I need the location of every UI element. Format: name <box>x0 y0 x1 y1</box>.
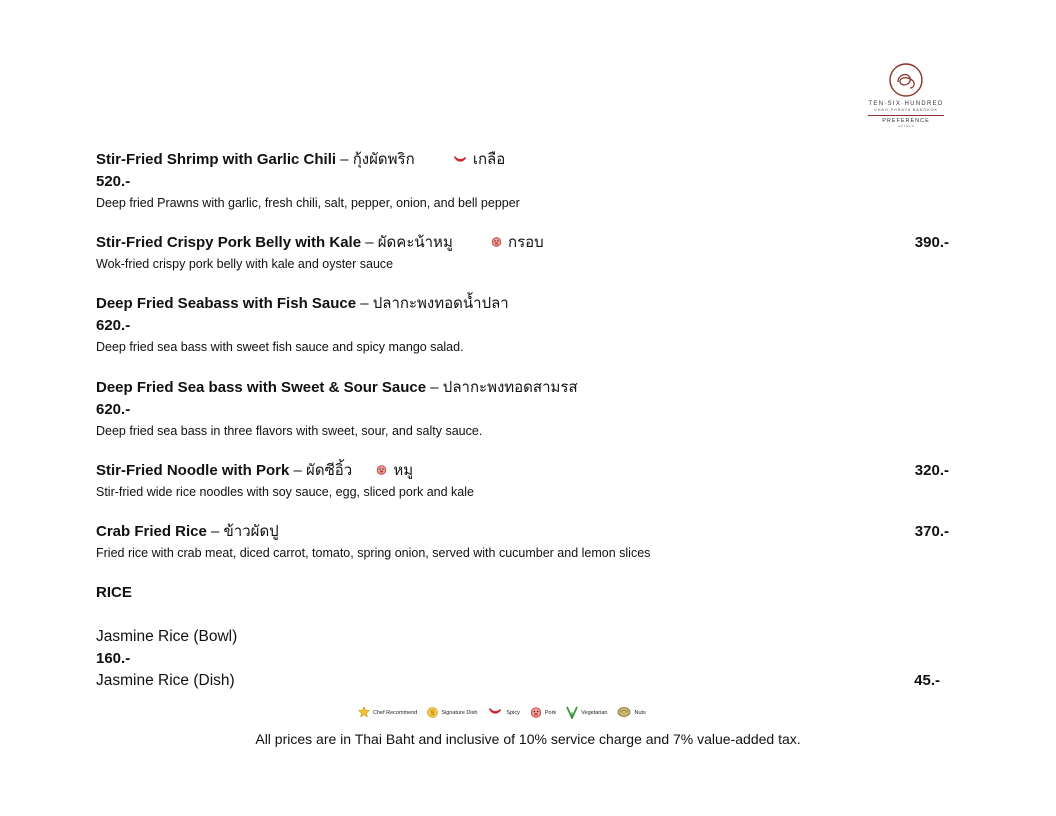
dish-price: 620.- <box>96 401 131 418</box>
dish-description: Fried rice with crab meat, diced carrot, tomato, spring onion, served with cucumber and lemon slices <box>96 546 651 560</box>
rice-item: Jasmine Rice (Dish) <box>96 672 235 689</box>
dish-price: 520.- <box>96 173 131 190</box>
dish-name: Deep Fried Seabass with Fish Sauce <box>96 295 357 312</box>
dish-price: 320.- <box>914 462 949 479</box>
dish-name: Crab Fried Rice <box>96 523 207 540</box>
dish-thai-name: – กุ้งผัดพริก <box>336 151 415 168</box>
rice-price: 160.- <box>96 650 131 667</box>
legend-item <box>530 706 556 720</box>
star-icon <box>358 706 370 720</box>
legend-label: Nuts <box>634 710 646 716</box>
dish-tag: หมู <box>393 462 414 479</box>
signature-icon <box>427 707 438 720</box>
legend-item <box>487 708 519 718</box>
legend-label: Chef Recommend <box>373 710 418 716</box>
legend-item <box>617 706 645 720</box>
logo-preference-sub: HOTELS <box>897 124 915 128</box>
dish-price: 620.- <box>96 317 131 334</box>
logo-brand: TEN·SIX·HUNDRED <box>868 101 944 107</box>
rice-item: Jasmine Rice (Bowl) <box>96 628 238 645</box>
rice-price: 45.- <box>914 672 940 689</box>
dish-price: 370.- <box>914 523 949 540</box>
price-disclaimer: All prices are in Thai Baht and inclusive of 10% service charge and 7% value-added tax. <box>255 731 801 747</box>
logo-divider <box>868 115 944 116</box>
dish-description: Deep fried sea bass with sweet fish sauce and spicy mango salad. <box>96 340 464 354</box>
dish-description: Deep fried Prawns with garlic, fresh chili, salt, pepper, onion, and bell pepper <box>96 196 520 210</box>
hotel-logo <box>864 62 948 128</box>
dish-name: Stir-Fried Shrimp with Garlic Chili <box>96 151 337 168</box>
dish-thai-name: – ปลากะพงทอดน้ำปลา <box>356 295 509 312</box>
nut-icon <box>617 706 631 720</box>
dish-tag: กรอบ <box>508 234 544 251</box>
pig-icon <box>376 462 387 480</box>
leaf-icon <box>566 706 578 721</box>
menu-item-title <box>96 295 509 313</box>
dish-description: Deep fried sea bass in three flavors with sweet, sour, and salty sauce. <box>96 424 483 438</box>
legend-label: Spicy <box>506 710 520 716</box>
icon-legend <box>358 704 698 722</box>
dish-thai-name: – ผัดคะน้าหมู <box>361 234 453 251</box>
menu-item-title <box>96 379 578 397</box>
menu-item-title <box>96 523 279 541</box>
menu-item-title <box>96 462 413 480</box>
logo-preference: PREFERENCE <box>882 118 930 124</box>
menu-item-title <box>96 151 505 169</box>
dish-price: 390.- <box>914 234 949 251</box>
legend-item <box>358 706 417 720</box>
dish-thai-name: – ปลากะพงทอดสามรส <box>426 379 578 396</box>
legend-label: Signature Dish <box>441 710 478 716</box>
legend-item <box>427 707 477 720</box>
chili-icon <box>487 708 503 718</box>
dish-description: Wok-fried crispy pork belly with kale and oyster sauce <box>96 257 394 271</box>
pig-icon <box>491 234 502 252</box>
logo-subtitle: CHAO PHRAYA BANGKOK <box>874 108 938 112</box>
pig-icon <box>530 706 542 720</box>
logo-emblem-icon <box>888 62 924 98</box>
legend-item <box>566 706 607 721</box>
menu-item-title <box>96 234 544 252</box>
dish-description: Stir-fried wide rice noodles with soy sauce, egg, sliced pork and kale <box>96 485 474 499</box>
chili-icon <box>453 151 467 169</box>
dish-thai-name: – ข้าวผัดปู <box>206 523 279 540</box>
dish-name: Stir-Fried Crispy Pork Belly with Kale <box>96 234 362 251</box>
legend-label: Vegetarian <box>581 710 608 716</box>
legend-label: Pork <box>544 710 557 716</box>
dish-thai-name: – ผัดซีอิ้ว <box>289 462 353 479</box>
dish-name: Deep Fried Sea bass with Sweet & Sour Sauce <box>96 379 427 396</box>
section-heading: RICE <box>96 584 132 601</box>
dish-name: Stir-Fried Noodle with Pork <box>96 462 290 479</box>
dish-tag: เกลือ <box>472 151 506 168</box>
svg-text:S: S <box>430 710 435 717</box>
